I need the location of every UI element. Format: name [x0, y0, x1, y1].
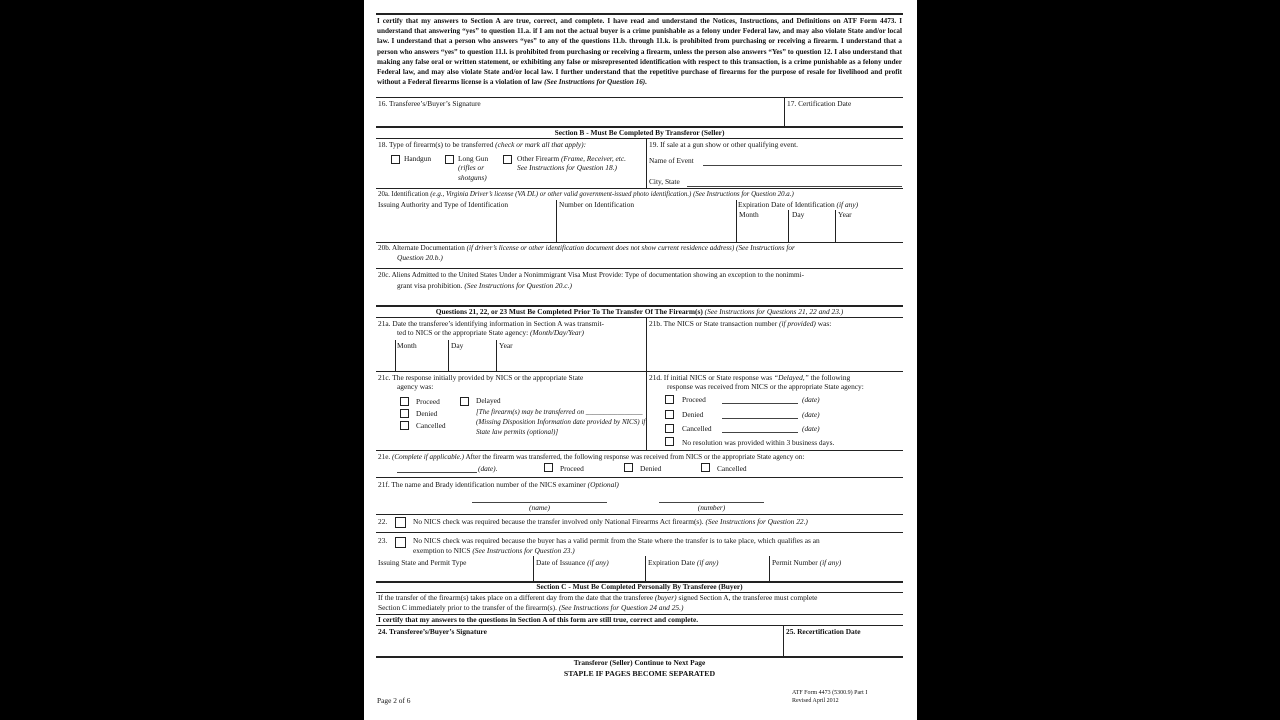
- q23-line2: exemption to NICS (See Instructions for Question 23.): [413, 546, 575, 555]
- signature-16-field[interactable]: [378, 109, 782, 126]
- permit-issuing-state-label: Issuing State and Permit Type: [378, 558, 467, 567]
- long-gun-checkbox[interactable]: [445, 155, 454, 164]
- other-firearm-label: Other Firearm (Frame, Receiver, etc.: [517, 154, 626, 163]
- q21d-proceed-label: Proceed: [682, 395, 706, 404]
- q21c-denied-label: Denied: [416, 409, 438, 418]
- q21b-label: 21b. The NICS or State transaction number (if provided) was:: [649, 319, 832, 328]
- q21a-line1: 21a. Date the transferee’s identifying information in Section A was transmit-: [378, 319, 604, 328]
- city-state-field[interactable]: [687, 186, 902, 187]
- q21d-proceed-date-label: (date): [802, 395, 820, 404]
- q21e-proceed-checkbox[interactable]: [544, 463, 553, 472]
- cert-date-field[interactable]: [787, 109, 901, 126]
- revised-date: Revised April 2012: [792, 698, 839, 704]
- cert-date-label: 17. Certification Date: [787, 99, 852, 108]
- q21d-cancelled-date-label: (date): [802, 424, 820, 433]
- q21d-denied-date-label: (date): [802, 410, 820, 419]
- q21d-denied-date-field[interactable]: [722, 418, 798, 419]
- q21-header: Questions 21, 22, or 23 Must Be Completed Prior To The Transfer Of The Firearm(s) (See Instructions for Questions 21, 22 and 23.): [435, 307, 844, 316]
- section-c-title: Section C - Must Be Completed Personally By Transferee (Buyer): [536, 582, 743, 591]
- q20b-label: 20b. Alternate Documentation (if driver’s license or other identification document does not show current residence address) (See Instructions for: [378, 244, 795, 252]
- q21e-cancelled-checkbox[interactable]: [701, 463, 710, 472]
- long-gun-note-2: shotguns): [458, 173, 487, 182]
- nics-examiner-number-label: (number): [697, 503, 726, 512]
- q18-label: 18. Type of firearm(s) to be transferred (check or mark all that apply):: [378, 140, 587, 149]
- q21c-cancelled-label: Cancelled: [416, 421, 446, 430]
- q20b-ref: Question 20.b.): [397, 253, 443, 262]
- form-page: [364, 0, 917, 720]
- recert-date-label: 25. Recertification Date: [786, 627, 861, 636]
- q21d-cancelled-label: Cancelled: [682, 424, 712, 433]
- q20c-line2: grant visa prohibition. (See Instructions for Question 20.c.): [397, 281, 572, 290]
- recert-date-field[interactable]: [786, 637, 901, 655]
- exp-month-label: Month: [739, 210, 759, 219]
- q21d-proceed-date-field[interactable]: [722, 403, 798, 404]
- q21a-line2: ted to NICS or the appropriate State agency: (Month/Day/Year): [397, 328, 584, 337]
- q21c-cancelled-checkbox[interactable]: [400, 421, 409, 430]
- section-b-title: Section B - Must Be Completed By Transferor (Seller): [554, 128, 725, 137]
- q23-number: 23.: [378, 536, 388, 545]
- q21e-proceed-label: Proceed: [560, 464, 584, 473]
- q23-checkbox[interactable]: [395, 537, 406, 548]
- city-state-label: City, State: [649, 177, 680, 186]
- staple-notice: STAPLE IF PAGES BECOME SEPARATED: [563, 669, 716, 678]
- q22-number: 22.: [378, 517, 388, 526]
- id-number-label: Number on Identification: [559, 200, 635, 209]
- q21d-line1: 21d. If initial NICS or State response was “Delayed,” the following: [649, 373, 851, 382]
- q21a-day-label: Day: [451, 341, 464, 350]
- q21e-cancelled-label: Cancelled: [717, 464, 747, 473]
- q21c-delayed-note: [The firearm(s) may be transferred on ________________ (Missing Disposition Information date provided by NICS) if State law permits (optional)]: [476, 408, 646, 436]
- signature-24-field[interactable]: [378, 637, 781, 655]
- q21d-line2: response was received from NICS or the appropriate State agency:: [667, 382, 864, 391]
- certification-text: I certify that my answers to Section A are true, correct, and complete. I have read and understand the Notices, Instructions, and Definitions on ATF Form 4473. I understand that answering “yes” to question 11.a. if I am not the actual buyer is a crime punishable as a felony under Federal law, and may also violate State and/or local law. I understand that a person who answers “yes” to any of the questions 11.b. through 11.k. is prohibited from purchasing or receiving a firearm. I understand that a person who answers “yes” to question 11.l. is prohibited from purchasing or receiving a firearm, unless the person also answers “Yes” to question 12. I also understand that making any false oral or written statement, or exhibiting any false or misrepresented identification with respect to this transaction, is a crime punishable as a felony under Federal law, and may also violate State and/or local law. I further understand that the repetitive purchase of firearms for the purpose of resale for livelihood and profit without a Federal firearms license is a violation of law (See Instructions for Question 16).: [377, 17, 902, 87]
- q21e-denied-label: Denied: [640, 464, 662, 473]
- q21d-no-resolution-checkbox[interactable]: [665, 437, 674, 446]
- other-firearm-note: See Instructions for Question 18.): [517, 163, 617, 172]
- q21c-line2: agency was:: [397, 382, 434, 391]
- issuing-authority-label: Issuing Authority and Type of Identification: [378, 200, 509, 209]
- q22-text: No NICS check was required because the transfer involved only National Firearms Act firearm(s). (See Instructions for Question 22.): [413, 517, 808, 526]
- q21e-date-label: (date).: [478, 464, 498, 473]
- other-firearm-checkbox[interactable]: [503, 155, 512, 164]
- signature-24-label: 24. Transferee’s/Buyer’s Signature: [378, 627, 487, 636]
- form-number: ATF Form 4473 (5300.9) Part I: [792, 690, 868, 696]
- q21c-delayed-label: Delayed: [476, 396, 501, 405]
- id-number-field[interactable]: [559, 212, 734, 240]
- long-gun-label: Long Gun: [458, 154, 489, 163]
- signature-16-label: 16. Transferee’s/Buyer’s Signature: [378, 99, 481, 108]
- q21d-cancelled-date-field[interactable]: [722, 432, 798, 433]
- permit-issuance-label: Date of Issuance (if any): [536, 558, 609, 567]
- q21d-cancelled-checkbox[interactable]: [665, 424, 674, 433]
- q23-line1: No NICS check was required because the buyer has a valid permit from the State where the transfer is to take place, which qualifies as an: [413, 536, 820, 545]
- section-c-certify: I certify that my answers to the questions in Section A of this form are still true, correct and complete.: [378, 615, 699, 624]
- q21a-year-label: Year: [499, 341, 513, 350]
- exp-year-label: Year: [838, 210, 852, 219]
- issuing-authority-field[interactable]: [378, 212, 554, 240]
- q21d-no-resolution-label: No resolution was provided within 3 business days.: [682, 438, 835, 447]
- event-name-field[interactable]: [703, 165, 902, 166]
- section-c-line1: If the transfer of the firearm(s) takes place on a different day from the date that the transferee (buyer) signed Section A, the transferee must complete: [378, 593, 818, 602]
- permit-expiration-label: Expiration Date (if any): [648, 558, 719, 567]
- q19-label: 19. If sale at a gun show or other qualifying event.: [649, 140, 799, 149]
- q21c-denied-checkbox[interactable]: [400, 409, 409, 418]
- q21a-month-label: Month: [397, 341, 417, 350]
- permit-number-label: Permit Number (if any): [772, 558, 842, 567]
- nics-examiner-name-label: (name): [529, 503, 550, 512]
- q21d-denied-label: Denied: [682, 410, 704, 419]
- long-gun-note-1: (rifles or: [458, 163, 485, 172]
- q22-checkbox[interactable]: [395, 517, 406, 528]
- q20c-line1: 20c. Aliens Admitted to the United States Under a Nonimmigrant Visa Must Provide: Type of documentation showing an exception to the nonimmi-: [378, 271, 804, 279]
- section-c-line2: Section C immediately prior to the transfer of the firearm(s). (See Instructions for Question 24 and 25.): [378, 603, 684, 612]
- q21e-denied-checkbox[interactable]: [624, 463, 633, 472]
- q21b-field[interactable]: [649, 331, 901, 369]
- q21e-date-field[interactable]: [397, 472, 477, 473]
- q21d-proceed-checkbox[interactable]: [665, 395, 674, 404]
- q21f-label: 21f. The name and Brady identification number of the NICS examiner (Optional): [378, 480, 619, 489]
- q21c-proceed-checkbox[interactable]: [400, 397, 409, 406]
- q21c-delayed-checkbox[interactable]: [460, 397, 469, 406]
- q21d-denied-checkbox[interactable]: [665, 410, 674, 419]
- q20a-label: 20a. Identification (e.g., Virginia Driver’s license (VA DL) or other valid government-issued photo identification.) (See Instructions for Question 20.a.): [378, 191, 794, 198]
- handgun-label: Handgun: [404, 154, 432, 163]
- q21e-label: 21e. (Complete if applicable.) After the firearm was transferred, the following response was received from NICS or the appropriate State agency on:: [378, 453, 805, 461]
- q21c-proceed-label: Proceed: [416, 397, 440, 406]
- page-number: Page 2 of 6: [377, 696, 411, 705]
- event-name-label: Name of Event: [649, 156, 694, 165]
- continue-notice: Transferor (Seller) Continue to Next Page: [573, 658, 706, 667]
- handgun-checkbox[interactable]: [391, 155, 400, 164]
- exp-day-label: Day: [792, 210, 805, 219]
- id-expiration-label: Expiration Date of Identification (if any): [738, 200, 859, 209]
- q21c-line1: 21c. The response initially provided by NICS or the appropriate State: [378, 373, 584, 382]
